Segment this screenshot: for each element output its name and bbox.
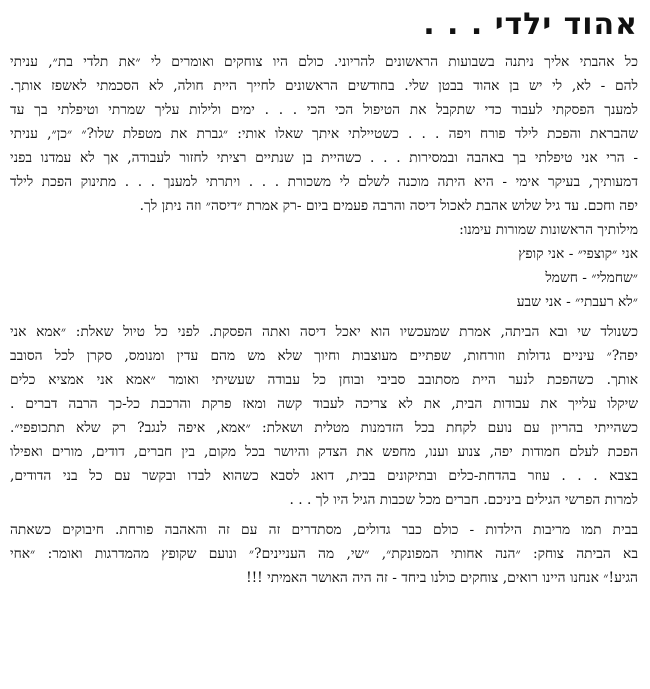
list-item: אני ״קוצפי״ - אני קופץ bbox=[518, 246, 638, 262]
text-line: יפה וחכם. עד גיל שלוש אהבת לאכול דיסה והרבה פעמים ביום -רק אמרת ״דיסה״ וזה ניתן לך. bbox=[139, 198, 638, 214]
text-line: יפה?״ עיניים גדולות וזורחות, שפתיים מעוצבות וחיוך שלא מש מהם עדין ומנומס, סקרן לכל הסובב bbox=[10, 348, 638, 364]
text-line: דמעותיך, בעיקר אימי - היא היתה מוכנה לשלם לי משכורת . . . ויתרתי למענך . . . מתינוק הפכת לילד bbox=[10, 174, 638, 190]
paragraph-first-words bbox=[10, 218, 638, 314]
text-line: בבית תמו מריבות הילדות - כולם כבר גדולים, מסתדרים זה עם זה והאהבה פורחת. חיבוקים כשאתה bbox=[10, 522, 638, 538]
text-line: להם - לא, לי יש בן אהוד בבטן שלי. בחודשים הראשונים לחייך היית חולה, לא הסכמתי לאשפז אותך. bbox=[10, 78, 638, 94]
text-line: שיקלו עלייך את עבודות הבית, את לא צריכה לעבוד קשה ומאז פרקת והרכבת כל-כך הרבה דברים . bbox=[10, 396, 638, 412]
text-line: כל אהבתי אליך ניתנה בשבועות הראשונים להריוני. כולם היו צוחקים ואומרים לי ״את תלדי בת״, עניתי bbox=[10, 54, 638, 70]
text-line: הפכת לעלם חמודות יפה, צנוע וענו, מחפש את הצדק והיושר בכל מקום, בין חברים, דודים, מורים ואפילו bbox=[10, 444, 638, 460]
page-title: אהוד ילדי . . . bbox=[423, 7, 638, 42]
list-item: ״שחמלי״ - חשמל bbox=[545, 270, 638, 286]
list-item: ״לא רעבתי״ - אני שבע bbox=[516, 294, 638, 310]
text-line: בא הביתה צוחק: ״הנה אחותי המפונקת״, ״שי, מה העניינים?״ ונועם שקופץ מהמדרגות ואומר: ״אחי bbox=[10, 546, 638, 562]
paragraph-youth bbox=[10, 320, 638, 512]
text-line: למרות הפרשי הגילים ביניכם. חברים מכל שכבות הגיל היו לך . . . bbox=[289, 492, 638, 508]
list-heading: מילותיך הראשונות שמורות עימנו: bbox=[459, 222, 638, 238]
paragraph-home bbox=[10, 518, 638, 590]
text-line: - הרי אני טיפלתי בך באהבה ובמסירות . . . כשהיית בן שנתיים רציתי לחזור לעבודה, אך לא עמדנו בפני bbox=[10, 150, 638, 166]
text-line: בצבא . . . עוזר בהדחת-כלים ובתיקונים בבית, דואג לסבא כשהוא לבדו ובקשר עם כל בני הדודים, bbox=[10, 468, 638, 484]
text-line: כשנולד שי ובא הביתה, אמרת שמעכשיו הוא יאכל דיסה ואתה הפסקת. לפני כל טיול שאלת: ״אמא אני bbox=[10, 324, 638, 340]
text-line: אותך. כשהפכת לנער היית מסתובב סביבי ובוחן כל עבודה שעשיתי ואומר ״אמא אני אמציא כלים bbox=[10, 372, 638, 388]
text-line: למענך הפסקתי לעבוד כדי שתקבל את הטיפול הכי הכי . . . ימים ולילות עליך שמרתי וטיפלתי בך עד bbox=[10, 102, 638, 118]
text-line: הגיע!״ אנחנו היינו רואים, צוחקים כולנו ביחד - זה היה האושר האמיתי !!! bbox=[246, 570, 638, 586]
paragraph-childhood bbox=[10, 50, 638, 218]
text-line: שהבראת והפכת לילד פורח ויפה . . . כשטיילתי איתך שאלו אותי: ״גברת את מטפלת שלו?״ ״כן״, עניתי bbox=[10, 126, 638, 142]
text-line: כשהייתי בהריון עם נועם לקחת בכל הזדמנות מטלית ושאלת: ״אמא, איפה לנגב? רק שלא תתכופפי״. bbox=[10, 420, 638, 436]
